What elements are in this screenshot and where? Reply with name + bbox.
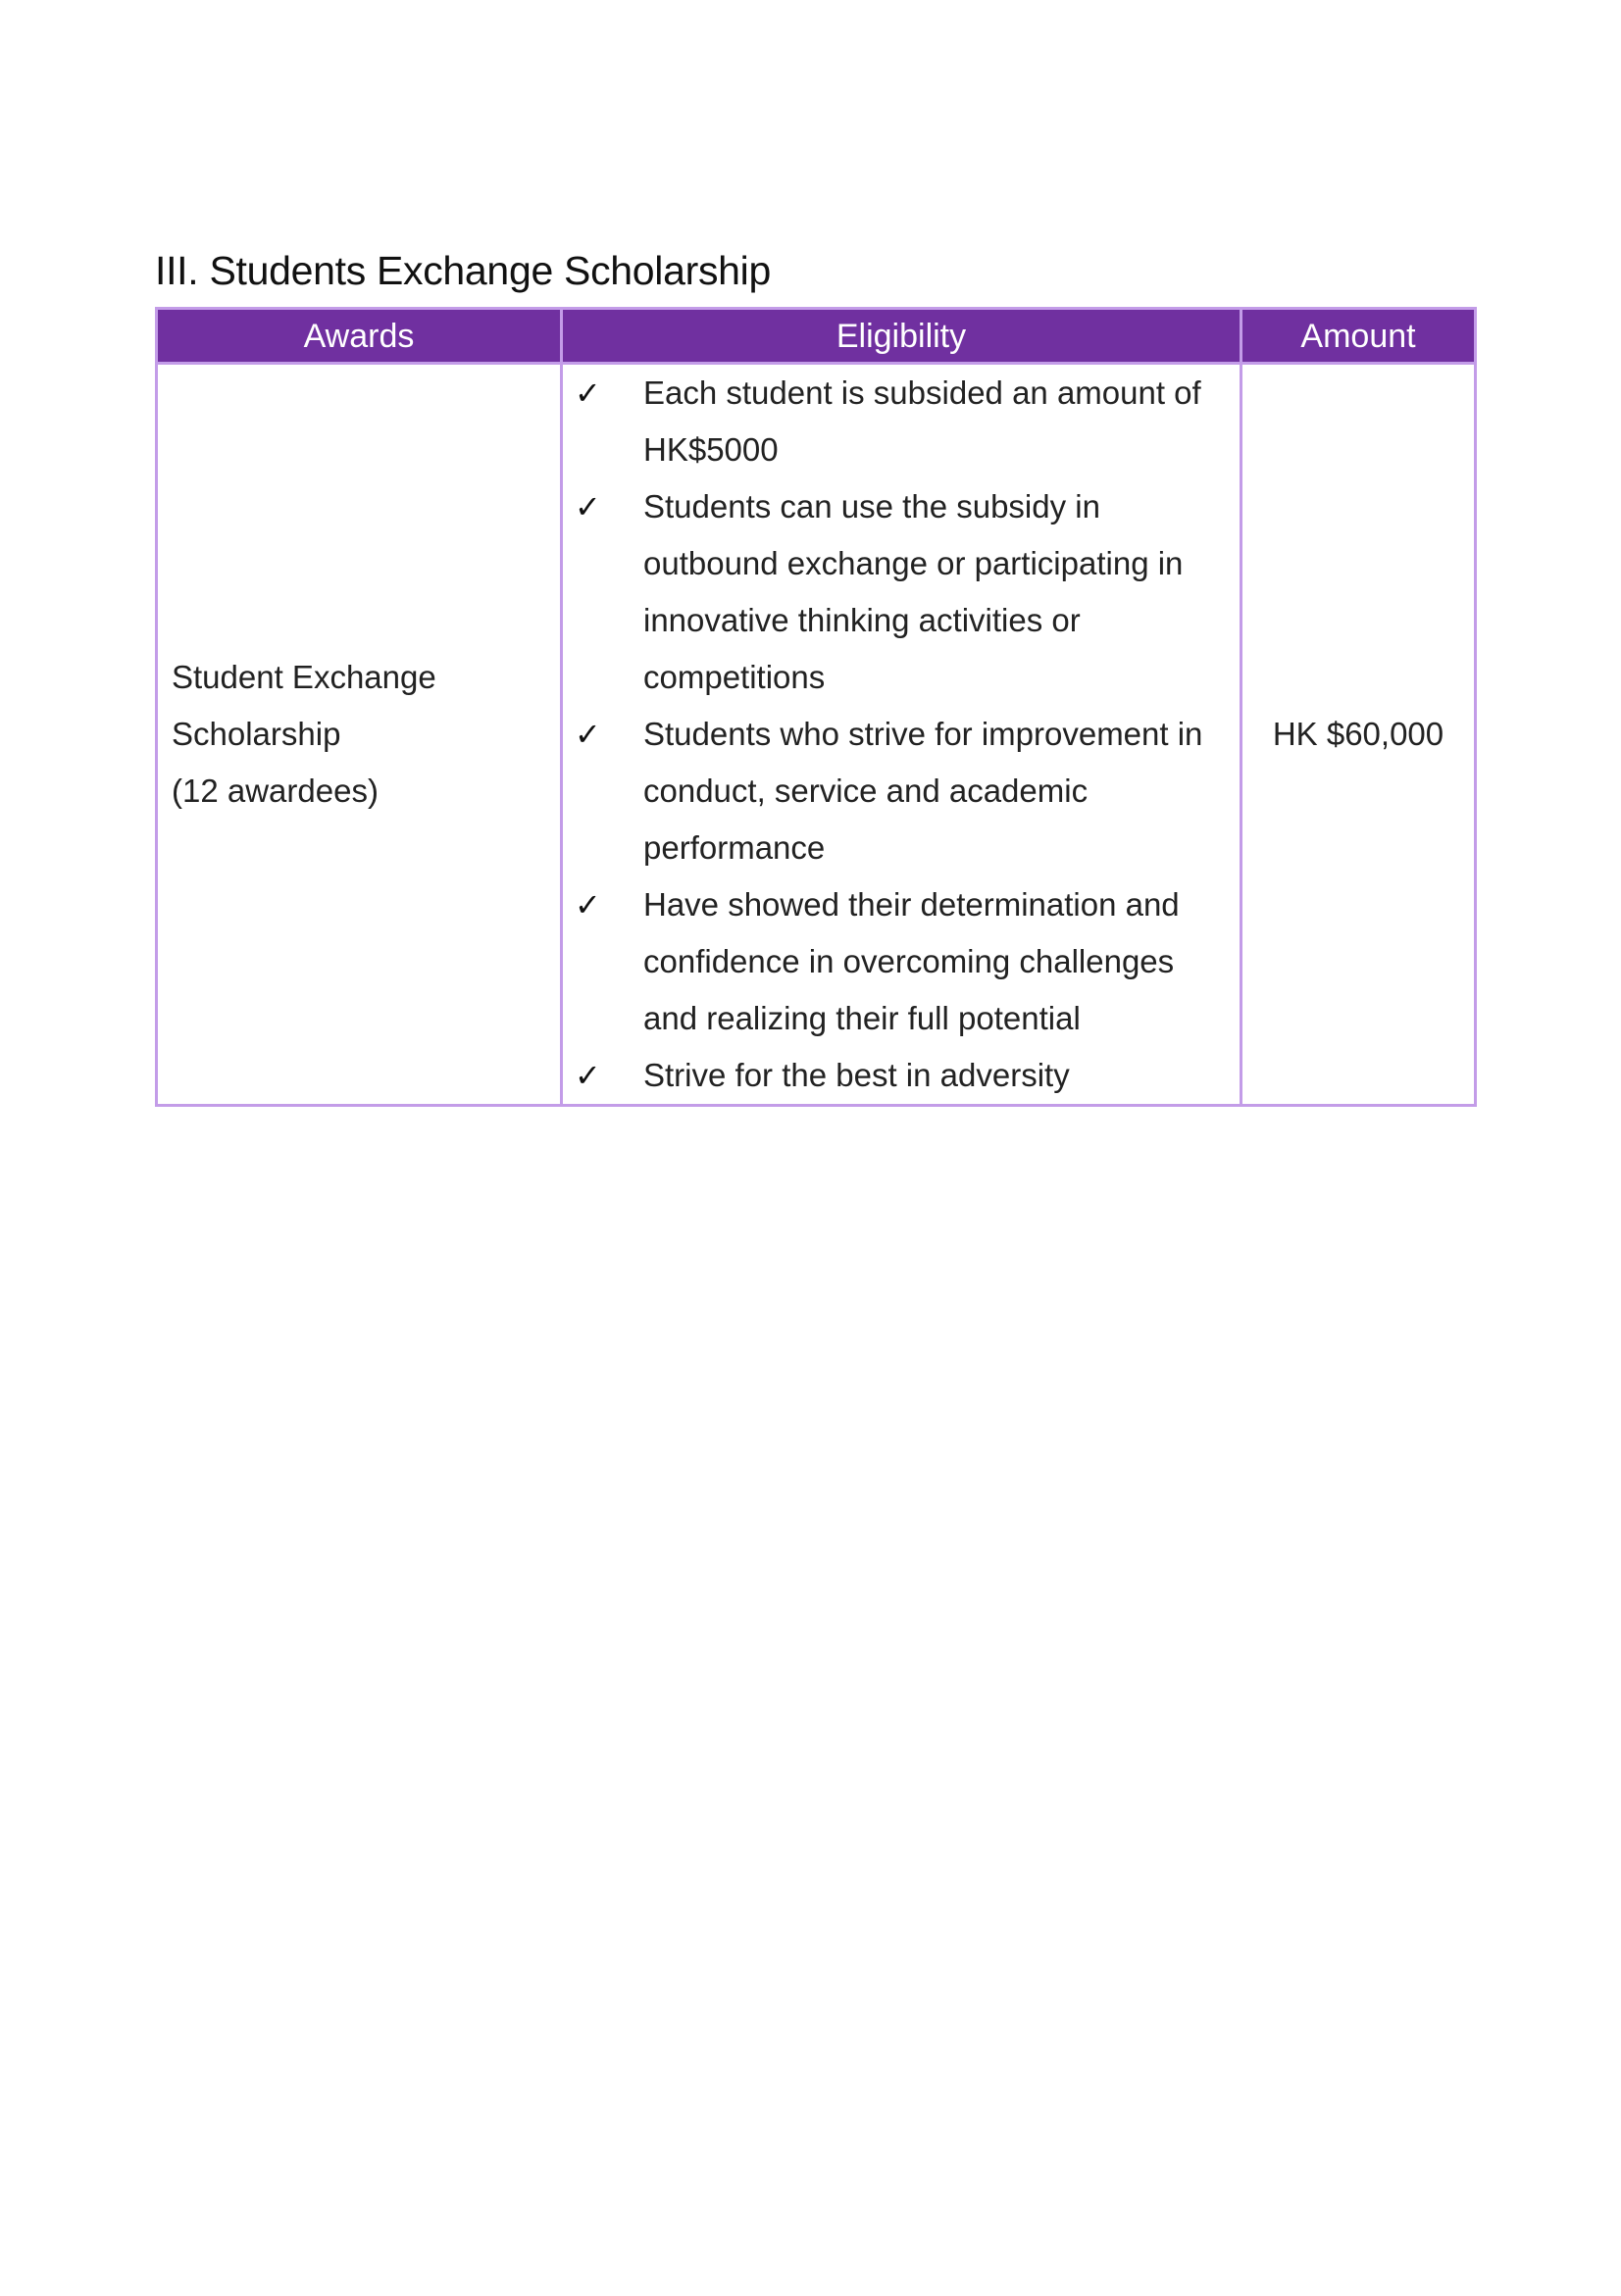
eligibility-text: Have showed their determination and confidence in overcoming challenges and realizing their full potential [643,886,1180,1036]
amount-header: Amount [1241,309,1476,364]
award-name-line: Student Exchange [172,659,436,695]
list-item [575,1047,1230,1104]
section-title: III. Students Exchange Scholarship [155,248,771,293]
table-header-row [157,309,1476,364]
table-row [157,364,1476,1106]
checkmark-icon: ✓ [575,886,601,923]
checkmark-icon: ✓ [575,1057,601,1094]
amount-cell: HK $60,000 [1241,364,1476,1106]
checkmark-icon: ✓ [575,488,601,525]
list-item [575,876,1230,1047]
eligibility-cell [562,364,1241,1106]
checkmark-icon: ✓ [575,716,601,753]
list-item [575,706,1230,876]
awardee-count: (12 awardees) [172,773,379,809]
eligibility-text: Students who strive for improvement in conduct, service and academic performance [643,716,1203,866]
awards-header: Awards [157,309,562,364]
list-item [575,365,1230,478]
eligibility-text: Each student is subsided an amount of HK$5000 [643,374,1201,468]
award-name-cell [157,364,562,1106]
eligibility-text: Strive for the best in adversity [643,1057,1070,1093]
award-name-line: Scholarship [172,716,341,752]
checkmark-icon: ✓ [575,374,601,412]
list-item [575,478,1230,706]
eligibility-header: Eligibility [562,309,1241,364]
eligibility-list [575,365,1230,1104]
eligibility-text: Students can use the subsidy in outbound exchange or participating in innovative thinking activities or competitions [643,488,1184,695]
scholarship-table [155,307,1477,1107]
